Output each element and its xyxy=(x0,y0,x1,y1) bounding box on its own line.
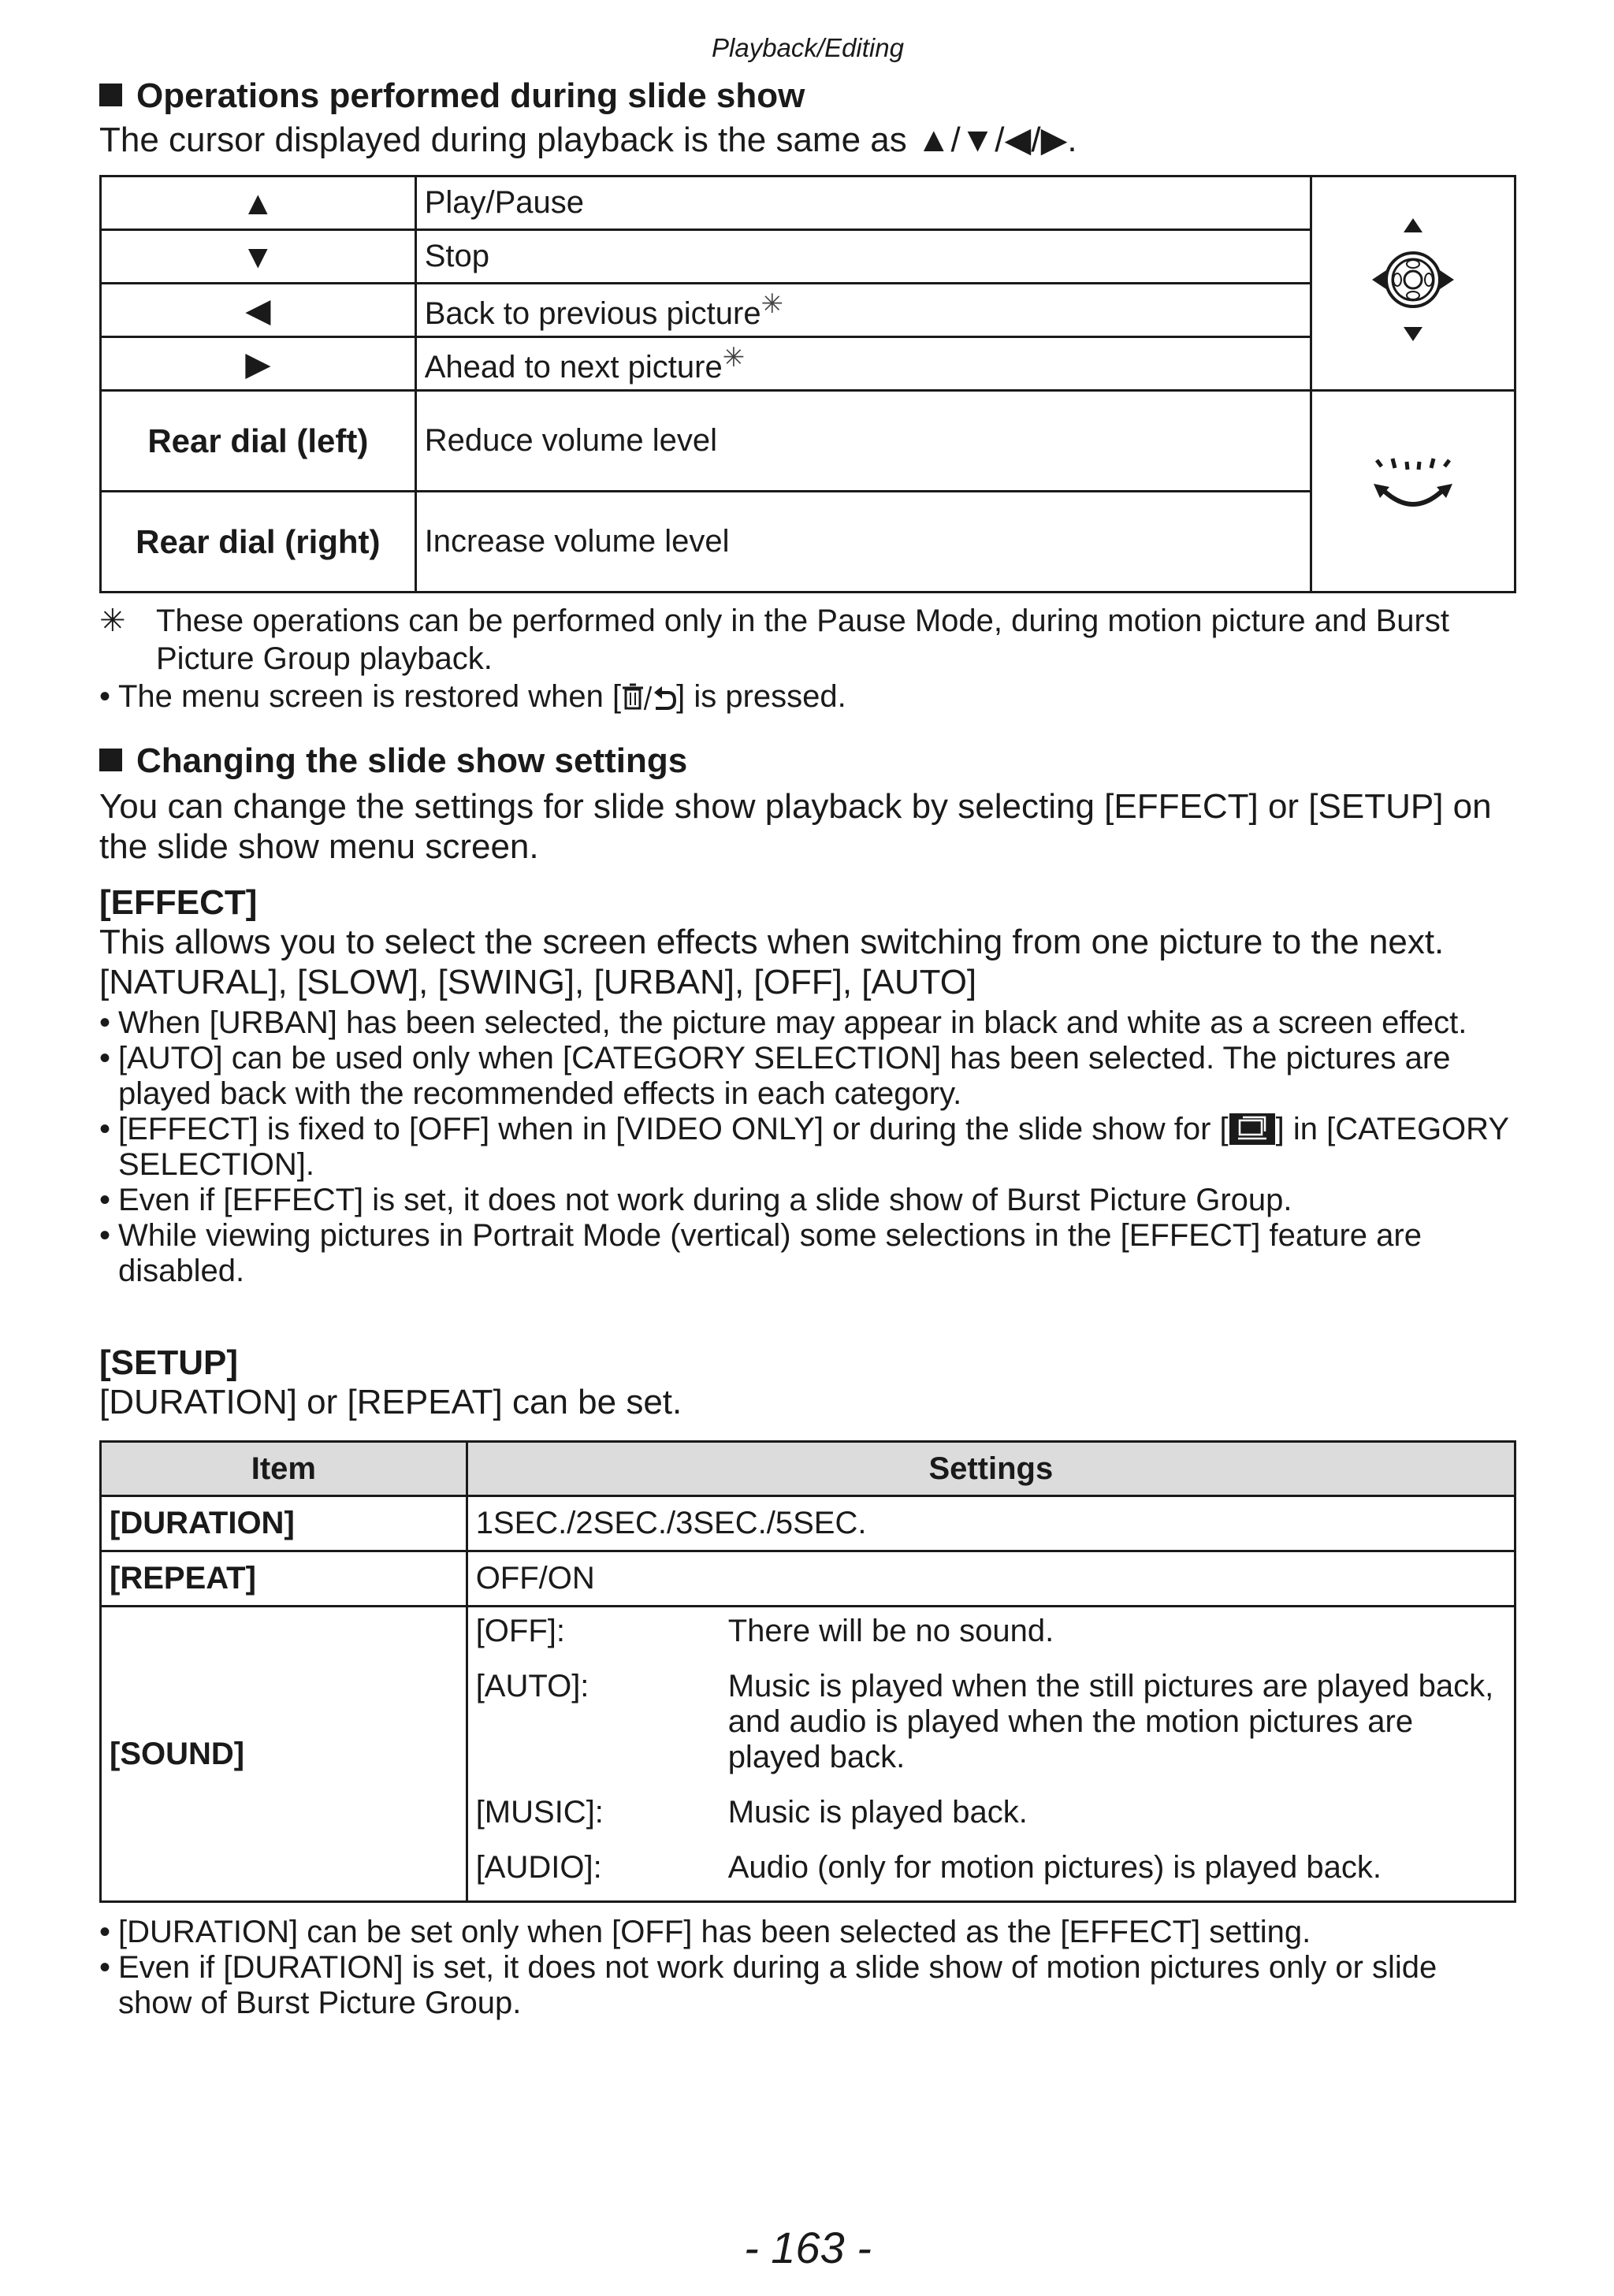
square-bullet-icon xyxy=(99,84,122,106)
table-row xyxy=(101,391,1515,492)
list-item: • When [URBAN] has been selected, the picture may appear in black and white as a screen effect. xyxy=(99,1005,1516,1041)
table-row xyxy=(101,230,1515,284)
list-item: • While viewing pictures in Portrait Mode (vertical) some selections in the [EFFECT] feature are disabled. xyxy=(99,1218,1516,1289)
setup-item: [DURATION] xyxy=(101,1496,467,1551)
operation-label: Reduce volume level xyxy=(415,391,1311,492)
operation-label: Stop xyxy=(415,230,1311,284)
column-header-item: Item xyxy=(101,1442,467,1496)
section-heading-settings: Changing the slide show settings xyxy=(99,741,687,782)
footnote-asterisk: ✳ xyxy=(99,604,126,638)
effect-notes xyxy=(99,1005,1516,1289)
rear-dial-cell xyxy=(1311,391,1515,593)
cursor-symbol: ◀ xyxy=(101,284,416,337)
footnote-mark: ✳ xyxy=(722,343,746,373)
table-row xyxy=(101,176,1515,230)
operation-label: Back to previous picture✳ xyxy=(415,284,1311,337)
footnote-mark: ✳ xyxy=(761,289,784,319)
setup-value: 1SEC./2SEC./3SEC./5SEC. xyxy=(467,1496,1515,1551)
cursor-pad-cell xyxy=(1311,176,1515,391)
table-header-row xyxy=(101,1442,1515,1496)
sound-option: [OFF]: There will be no sound. xyxy=(475,1614,1054,1648)
list-item: • The menu screen is restored when [ ] is pressed. xyxy=(99,679,1516,715)
operation-label: Ahead to next picture✳ xyxy=(415,337,1311,391)
setup-item: [REPEAT] xyxy=(101,1551,467,1607)
sound-option: [AUDIO]: Audio (only for motion pictures) is played back. xyxy=(475,1850,1382,1885)
cursor-pad-icon xyxy=(1370,209,1456,351)
list-item: • [DURATION] can be set only when [OFF] has been selected as the [EFFECT] setting. xyxy=(99,1915,1516,1950)
dial-control-label: Rear dial (right) xyxy=(101,492,416,593)
setup-value: OFF/ON xyxy=(467,1551,1515,1607)
rear-dial-icon xyxy=(1366,452,1460,523)
cursor-symbol: ▼ xyxy=(101,230,416,284)
operation-label: Play/Pause xyxy=(415,176,1311,230)
running-header: Playback/Editing xyxy=(712,33,904,62)
list-item: • Even if [DURATION] is set, it does not work during a slide show of motion pictures only or slide show of Burst Picture Group. xyxy=(99,1950,1516,2021)
dial-control-label: Rear dial (left) xyxy=(101,391,416,492)
square-bullet-icon xyxy=(99,749,122,771)
operations-table xyxy=(99,175,1516,593)
table-row xyxy=(101,492,1515,593)
delete-return-icon xyxy=(621,682,676,713)
table-row xyxy=(101,337,1515,391)
menu-note-list xyxy=(99,679,1516,715)
list-item: • Even if [EFFECT] is set, it does not work during a slide show of Burst Picture Group. xyxy=(99,1183,1516,1218)
table-row xyxy=(101,1496,1515,1551)
table-row xyxy=(101,1551,1515,1607)
setup-heading: [SETUP] xyxy=(99,1343,238,1382)
burst-group-icon xyxy=(1229,1113,1276,1146)
list-item: • [EFFECT] is fixed to [OFF] when in [VIDEO ONLY] or during the slide show for [ ] in [CATEGORY SELECTION]. xyxy=(99,1112,1516,1183)
settings-intro: You can change the settings for slide show playback by selecting [EFFECT] or [SETUP] on the slide show menu screen. xyxy=(99,787,1492,866)
table-row xyxy=(101,1607,1515,1902)
cursor-symbol: ▲ xyxy=(101,176,416,230)
sound-option: [AUTO]: Music is played when the still pictures are played back, and audio is played when the motion pictures are played back. xyxy=(475,1669,1494,1774)
effect-description: This allows you to select the screen effects when switching from one picture to the next. xyxy=(99,923,1445,961)
setup-description: [DURATION] or [REPEAT] can be set. xyxy=(99,1383,682,1421)
operation-label: Increase volume level xyxy=(415,492,1311,593)
setup-notes xyxy=(99,1915,1516,2021)
table-row xyxy=(101,284,1515,337)
operations-intro: The cursor displayed during playback is the same as ▲/▼/◀/▶. xyxy=(99,121,1077,159)
setup-table xyxy=(99,1440,1516,1903)
sound-option: [MUSIC]: Music is played back. xyxy=(475,1795,1028,1830)
effect-options: [NATURAL], [SLOW], [SWING], [URBAN], [OFF], [AUTO] xyxy=(99,963,977,1001)
page-number: - 163 - xyxy=(744,2223,872,2272)
effect-heading: [EFFECT] xyxy=(99,883,258,922)
column-header-settings: Settings xyxy=(467,1442,1515,1496)
cursor-symbol: ▶ xyxy=(101,337,416,391)
section-heading-operations: Operations performed during slide show xyxy=(99,76,805,117)
sound-options xyxy=(467,1607,1515,1902)
setup-item: [SOUND] xyxy=(101,1607,467,1902)
footnote: ✳ These operations can be performed only in the Pause Mode, during motion picture and Burst Picture Group playback. xyxy=(99,604,1449,676)
list-item: • [AUTO] can be used only when [CATEGORY SELECTION] has been selected. The pictures are played back with the recommended effects in each category. xyxy=(99,1041,1516,1112)
